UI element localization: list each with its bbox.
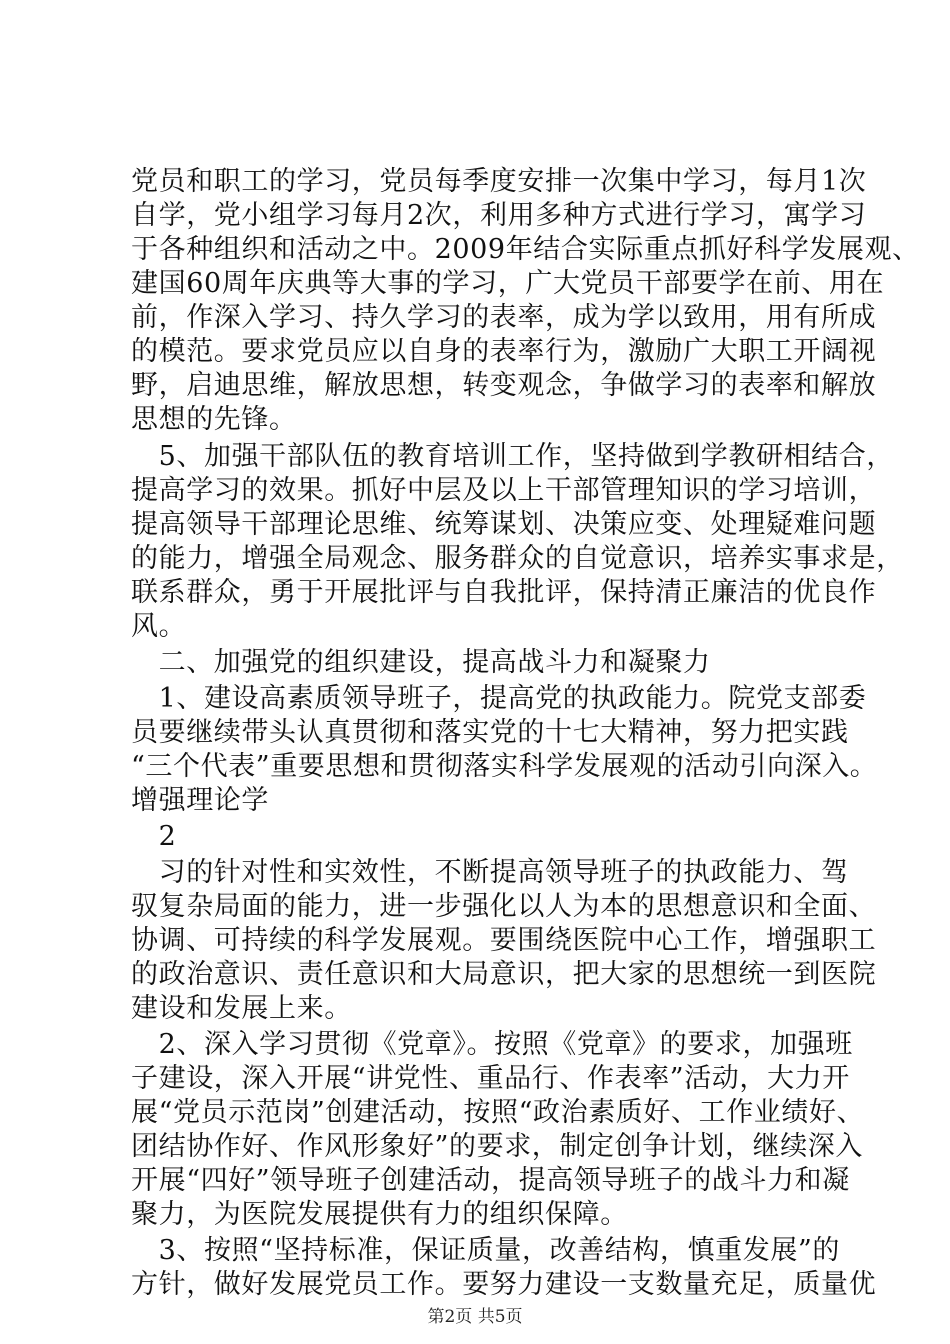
text-line: 风。 xyxy=(131,611,187,642)
text-line: 建国60周年庆典等大事的学习，广大党员干部要学在前、用在 xyxy=(131,268,885,299)
text-line: 方针，做好发展党员工作。要努力建设一支数量充足，质量优 xyxy=(131,1269,877,1300)
text-line: “三个代表”重要思想和贯彻落实科学发展观的活动引向深入。 xyxy=(131,751,878,782)
text-line: 建设和发展上来。 xyxy=(131,993,352,1024)
text-line: 团结协作好、作风形象好”的要求，制定创争计划，继续深入 xyxy=(131,1131,864,1162)
text-line: 员要继续带头认真贯彻和落实党的十七大精神，努力把实践 xyxy=(131,717,849,748)
text-line: 于各种组织和活动之中。2009年结合实际重点抓好科学发展观、 xyxy=(131,234,920,265)
text-line: 思想的先锋。 xyxy=(131,404,297,435)
text-line: 的模范。要求党员应以自身的表率行为，激励广大职工开阔视 xyxy=(131,336,877,367)
text-line: 提高领导干部理论思维、统筹谋划、决策应变、处理疑难问题 xyxy=(131,509,877,540)
text-line: 二、加强党的组织建设，提高战斗力和凝聚力 xyxy=(131,647,711,678)
text-line: 1、建设高素质领导班子，提高党的执政能力。院党支部委 xyxy=(131,683,867,714)
text-line: 3、按照“坚持标准，保证质量，改善结构，慎重发展”的 xyxy=(131,1235,840,1266)
text-line: 党员和职工的学习，党员每季度安排一次集中学习，每月1次 xyxy=(131,166,867,197)
text-line: 的政治意识、责任意识和大局意识，把大家的思想统一到医院 xyxy=(131,959,877,990)
text-line: 自学，党小组学习每月2次，利用多种方式进行学习，寓学习 xyxy=(131,200,867,231)
text-line: 的能力，增强全局观念、服务群众的自觉意识，培养实事求是， xyxy=(131,543,904,574)
text-line: 野，启迪思维，解放思想，转变观念，争做学习的表率和解放 xyxy=(131,370,877,401)
text-line: 子建设，深入开展“讲党性、重品行、作表率”活动，大力开 xyxy=(131,1063,850,1094)
text-line: 5、加强干部队伍的教育培训工作，坚持做到学教研相结合， xyxy=(131,441,894,472)
text-line: 联系群众，勇于开展批评与自我批评，保持清正廉洁的优良作 xyxy=(131,577,877,608)
text-line: 驭复杂局面的能力，进一步强化以人为本的思想意识和全面、 xyxy=(131,891,877,922)
text-line: 2、深入学习贯彻《党章》。按照《党章》的要求，加强班 xyxy=(131,1029,853,1060)
text-line: 开展“四好”领导班子创建活动，提高领导班子的战斗力和凝 xyxy=(131,1165,850,1196)
text-line: 前，作深入学习、持久学习的表率，成为学以致用，用有所成 xyxy=(131,302,877,333)
text-line: 习的针对性和实效性，不断提高领导班子的执政能力、驾 xyxy=(131,857,849,888)
text-line: 协调、可持续的科学发展观。要围绕医院中心工作，增强职工 xyxy=(131,925,877,956)
text-line: 展“党员示范岗”创建活动，按照“政治素质好、工作业绩好、 xyxy=(131,1097,865,1128)
text-line: 2 xyxy=(131,821,177,852)
text-line: 增强理论学 xyxy=(131,785,269,816)
page-footer: 第2页 共5页 xyxy=(427,1307,523,1327)
text-line: 提高学习的效果。抓好中层及以上干部管理知识的学习培训， xyxy=(131,475,877,506)
text-line: 聚力，为医院发展提供有力的组织保障。 xyxy=(131,1199,628,1230)
